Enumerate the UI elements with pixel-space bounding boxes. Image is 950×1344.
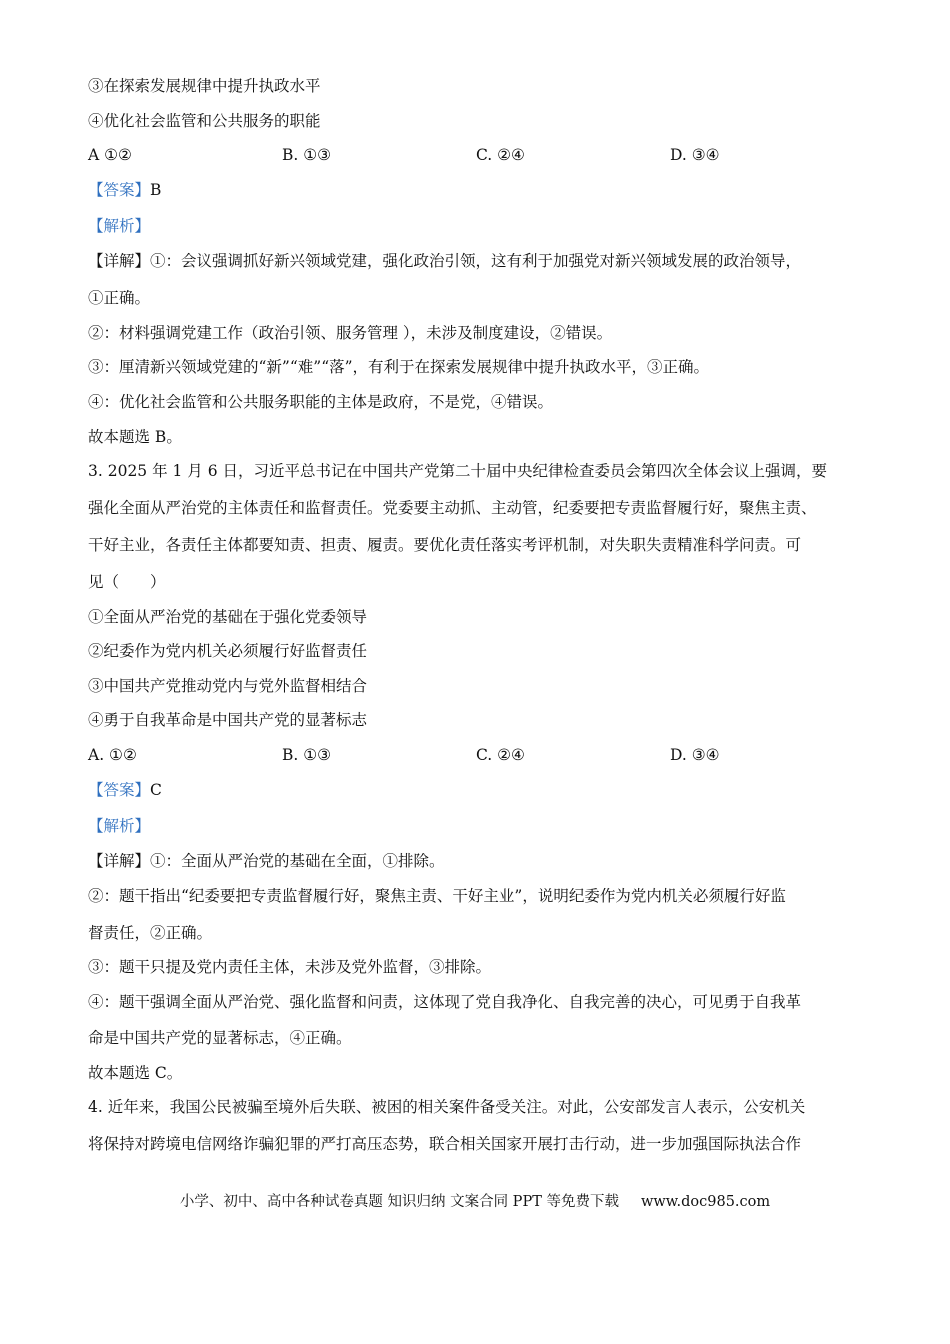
q2-item-4: ④优化社会监管和公共服务的职能: [88, 112, 321, 130]
q2-answer: [88, 180, 878, 200]
q3-item-2: ②纪委作为党内机关必须履行好监督责任: [88, 642, 368, 660]
q4-stem-line-1: 4. 近年来，我国公民被骗至境外后失联、被困的相关案件备受关注。对此，公安部发言人表示，公安机关: [88, 1098, 806, 1116]
q2-option-c: C. ②④: [476, 146, 525, 164]
q3-option-b: B. ①③: [282, 746, 332, 764]
q3-item-3: ③中国共产党推动党内与党外监督相结合: [88, 677, 368, 695]
q3-analysis-tag: 【解析】: [88, 817, 151, 835]
q3-conclusion: 故本题选 C。: [88, 1064, 183, 1082]
q3-item-4: ④勇于自我革命是中国共产党的显著标志: [88, 711, 368, 729]
q3-stem-line-3: 干好主业，各责任主体都要知责、担责、履责。要优化责任落实考评机制，对失职失责精准科学问责。可: [88, 536, 802, 554]
q3-detail-line-2: ②：题干指出“纪委要把专责监督履行好，聚焦主责、干好主业”，说明纪委作为党内机关必须履行好监: [88, 887, 786, 905]
q3-answer: [88, 780, 878, 800]
q3-stem-line-2: 强化全面从严治党的主体责任和监督责任。党委要主动抓、主动管，纪委要把专责监督履行好，聚焦主责、: [88, 499, 817, 517]
q2-analysis-tag: 【解析】: [88, 217, 151, 235]
q3-stem-line-4: 见（ ）: [88, 573, 166, 591]
q2-detail-line-3: ②：材料强调党建工作（政治引领、服务管理 ），未涉及制度建设，②错误。: [88, 324, 613, 342]
q3-item-1: ①全面从严治党的基础在于强化党委领导: [88, 608, 368, 626]
q4-stem-line-2: 将保持对跨境电信网络诈骗犯罪的严打高压态势，联合相关国家开展打击行动，进一步加强国际执法合作: [88, 1135, 802, 1153]
footer-text: 小学、初中、高中各种试卷真题 知识归纳 文案合同 PPT 等免费下载: [179, 1194, 619, 1210]
q3-stem-line-1: 3. 2025 年 1 月 6 日，习近平总书记在中国共产党第二十届中央纪律检查委员会第四次全体会议上强调，要: [88, 462, 828, 480]
q3-option-c: C. ②④: [476, 746, 525, 764]
q3-detail-line-5: ④：题干强调全面从严治党、强化监督和问责，这体现了党自我净化、自我完善的决心，可见勇于自我革: [88, 993, 802, 1011]
q2-item-3: ③在探索发展规律中提升执政水平: [88, 77, 321, 95]
q2-option-b: B. ①③: [282, 146, 332, 164]
q3-option-d: D. ③④: [670, 746, 720, 764]
answer-value: B: [150, 181, 162, 199]
q3-detail-line-6: 命是中国共产党的显著标志，④正确。: [88, 1029, 352, 1047]
q2-conclusion: 故本题选 B。: [88, 428, 182, 446]
q3-detail-line-4: ③：题干只提及党内责任主体，未涉及党外监督，③排除。: [88, 958, 492, 976]
q2-detail-line-4: ③：厘清新兴领域党建的“新”“难”“落”，有利于在探索发展规律中提升执政水平，③正确。: [88, 358, 710, 376]
q2-detail-line-5: ④：优化社会监管和公共服务职能的主体是政府，不是党，④错误。: [88, 393, 554, 411]
q2-detail-line-2: ①正确。: [88, 289, 151, 307]
q2-option-a: A ①②: [88, 146, 132, 164]
footer-url[interactable]: www.doc985.com: [640, 1194, 771, 1210]
q2-option-d: D. ③④: [670, 146, 720, 164]
q3-option-a: A. ①②: [88, 746, 137, 764]
q2-detail-line-1: 【详解】①：会议强调抓好新兴领域党建，强化政治引领，这有利于加强党对新兴领域发展的政治领导，: [88, 252, 802, 270]
answer-tag: 【答案】: [88, 181, 151, 199]
answer-tag: 【答案】: [88, 781, 151, 799]
answer-value: C: [150, 781, 162, 799]
q3-detail-line-1: 【详解】①：全面从严治党的基础在全面，①排除。: [88, 852, 445, 870]
q3-detail-line-3: 督责任，②正确。: [88, 924, 213, 942]
page-footer: [0, 1192, 950, 1212]
